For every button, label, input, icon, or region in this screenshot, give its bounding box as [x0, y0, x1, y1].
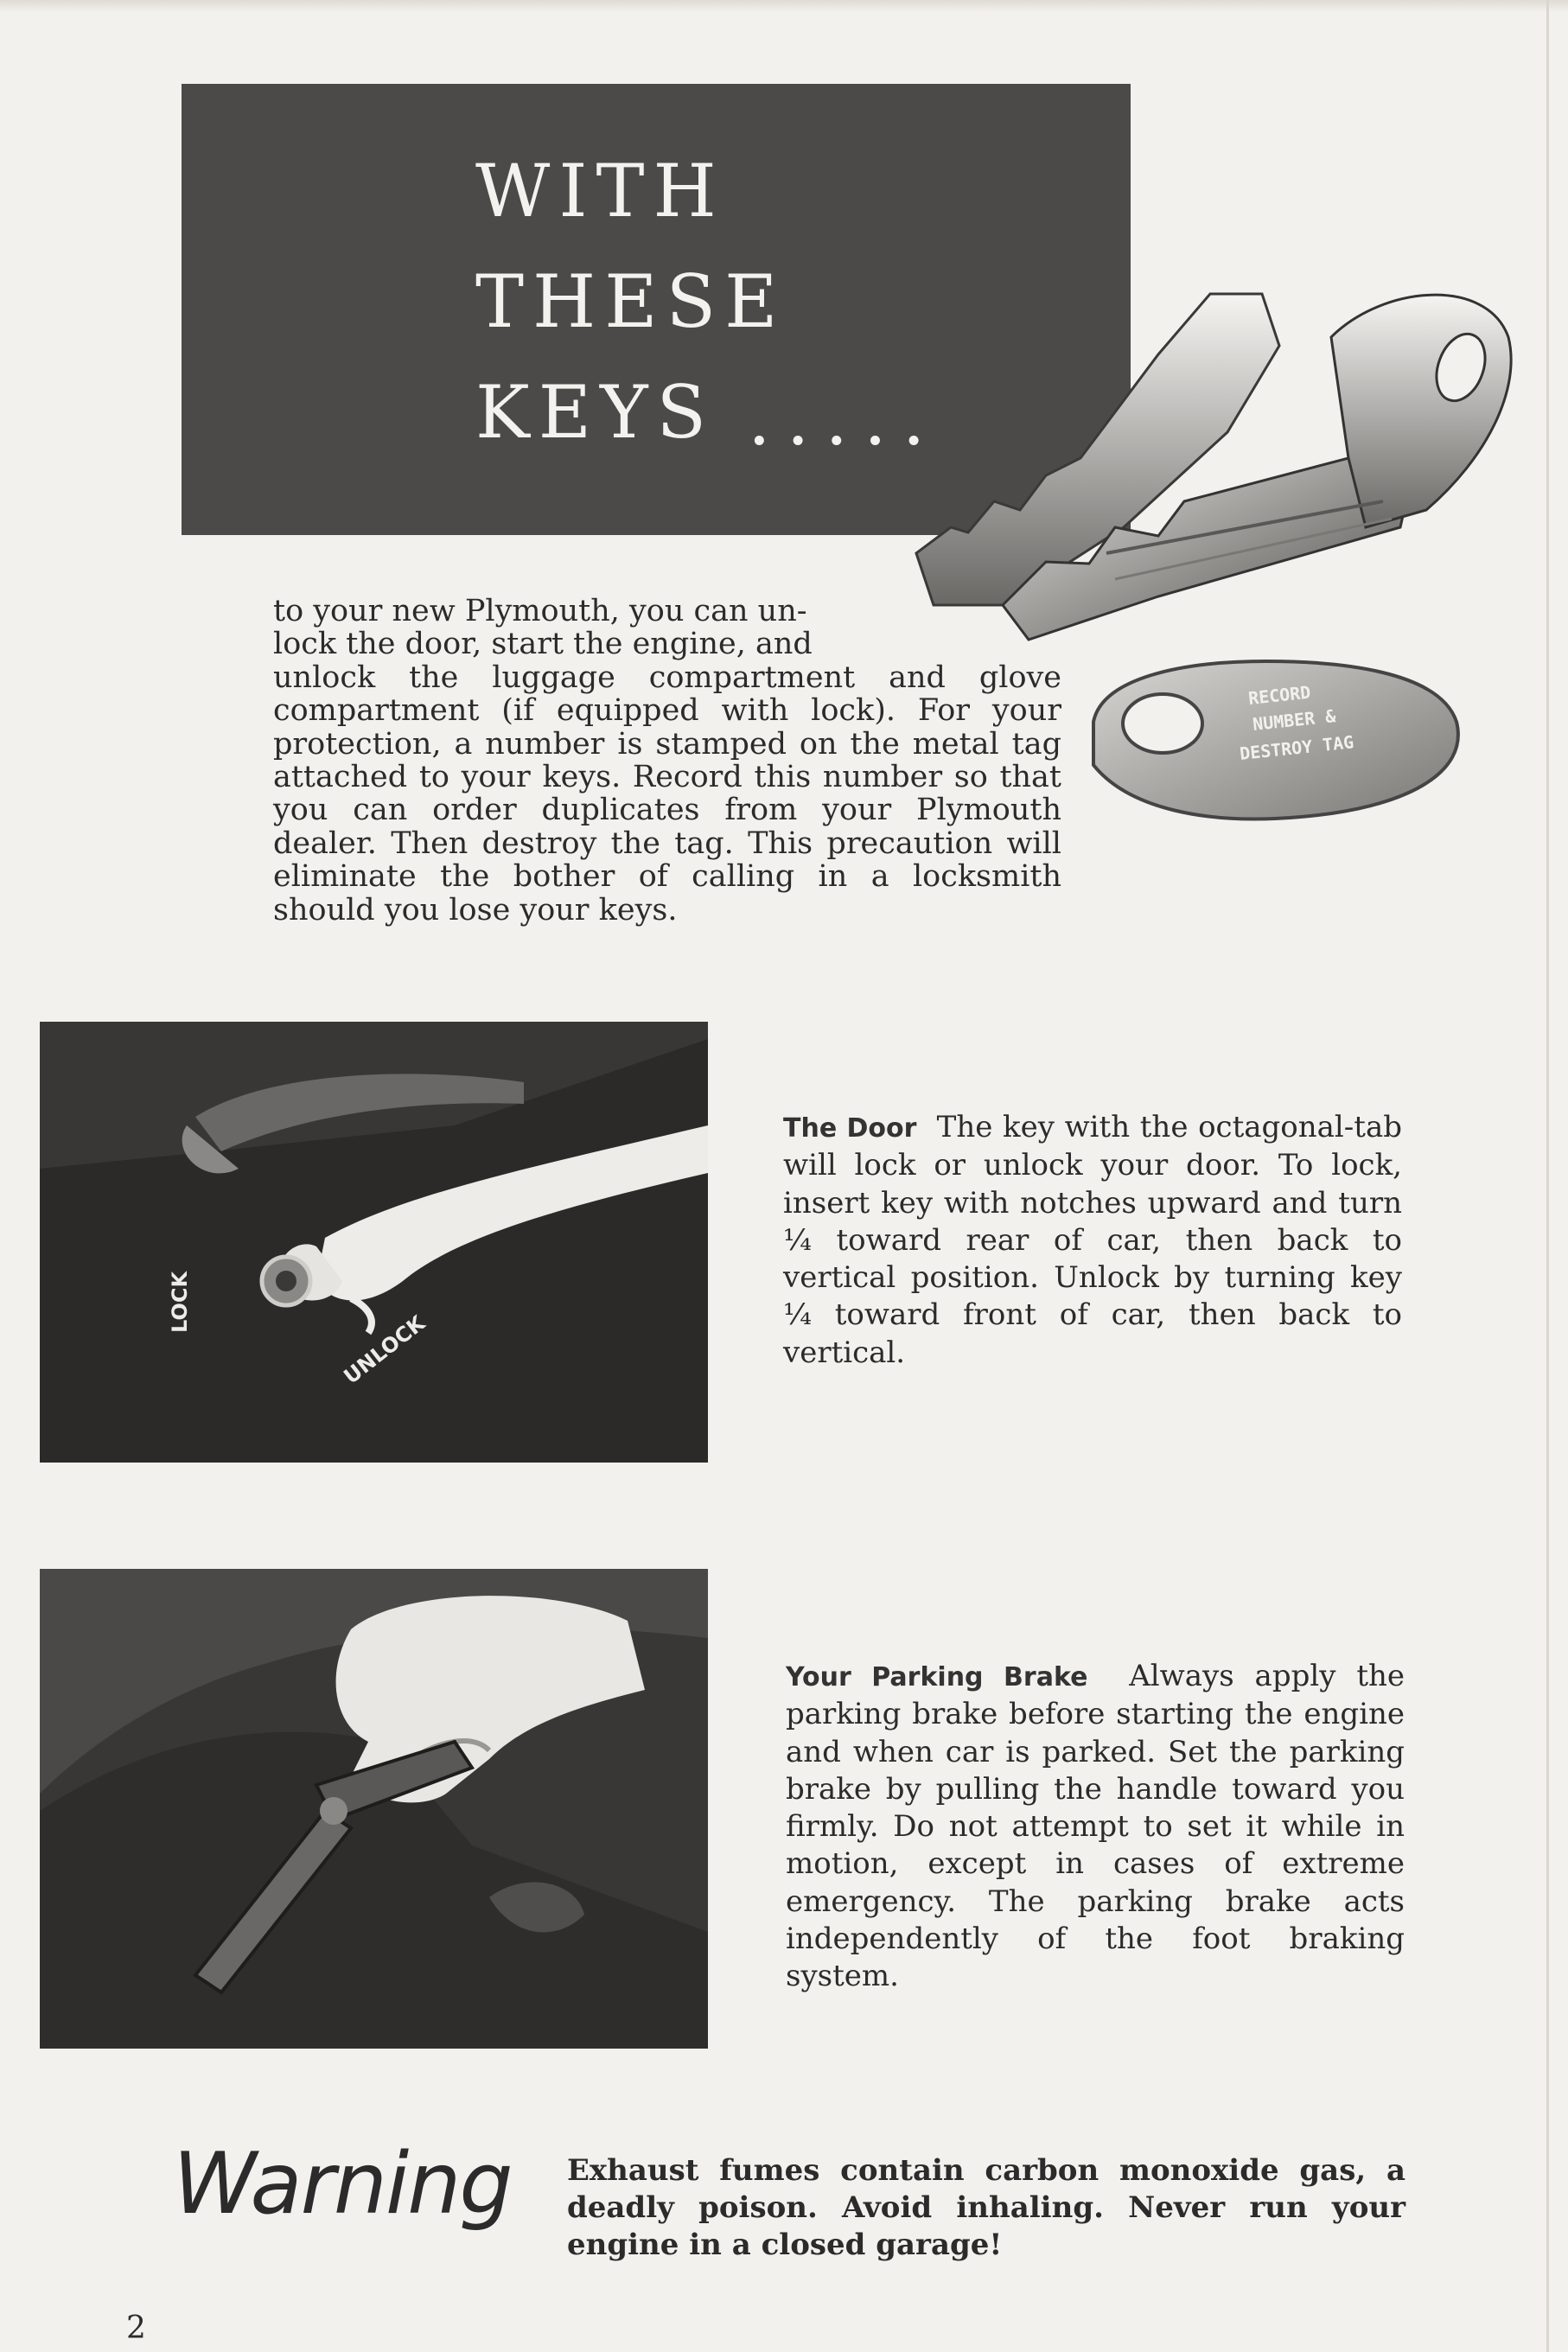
- key-tag-illustration: [1076, 644, 1474, 834]
- parking-brake-heading: Your Parking Brake: [786, 1662, 1088, 1692]
- page-title: [475, 136, 786, 468]
- door-lock-photo: [40, 1022, 708, 1463]
- title-dots: .....: [748, 377, 941, 462]
- door-heading: The Door: [783, 1113, 917, 1144]
- lock-label: LOCK: [168, 1271, 192, 1333]
- intro-paragraph: [273, 595, 1061, 927]
- title-line-2: THESE: [475, 259, 787, 344]
- tag-line-2: NUMBER &: [1252, 705, 1337, 735]
- door-section: [783, 1109, 1402, 1372]
- parking-brake-image: [40, 1569, 708, 2049]
- page-right-edge: [1546, 0, 1549, 2352]
- parking-brake-section: [786, 1658, 1405, 1996]
- title-line-1: WITH: [475, 149, 725, 233]
- page-top-edge: [0, 0, 1568, 12]
- door-lock-image: [40, 1022, 708, 1463]
- title-line-3: KEYS: [475, 370, 716, 455]
- door-body: The key with the octagonal-tab will lock or unlock your door. To lock, insert key with notches upward and turn ¼ toward rear of car, then back to vertical position. Unlock by turning key ¼ toward front of car, then back to vertical.: [783, 1110, 1402, 1370]
- parking-brake-photo: [40, 1569, 708, 2049]
- tag-line-1: RECORD: [1247, 681, 1312, 709]
- warning-heading: Warning: [173, 2135, 512, 2234]
- intro-line-2: lock the door, start the engine, and: [273, 627, 813, 662]
- intro-body: unlock the luggage compartment and glove compartment (if equipped with lock). For your protection, a number is stamped on the metal tag attached to your keys. Record this number so that you can order duplicates from your Plymouth dealer. Then destroy the tag. This precaution will eliminate the bother of calling in a locksmith should you lose your keys.: [273, 660, 1061, 927]
- intro-line-1: to your new Plymouth, you can un-: [273, 594, 807, 628]
- warning-text: Exhaust fumes contain carbon monoxide gas, a deadly poison. Avoid inhaling. Never run your engine in a closed garage!: [567, 2153, 1405, 2262]
- parking-brake-body: Always apply the parking brake before starting the engine and when car is parked. Set the parking brake by pulling the handle toward you firmly. Do not attempt to set it while in motion, except in cases of extreme emergency. The parking brake acts independently of the foot braking system.: [786, 1659, 1405, 1994]
- tag-line-3: DESTROY TAG: [1239, 731, 1355, 764]
- page-number: 2: [126, 2311, 146, 2346]
- car-key-illustration: [899, 242, 1513, 648]
- unlock-label: UNLOCK: [339, 1310, 430, 1389]
